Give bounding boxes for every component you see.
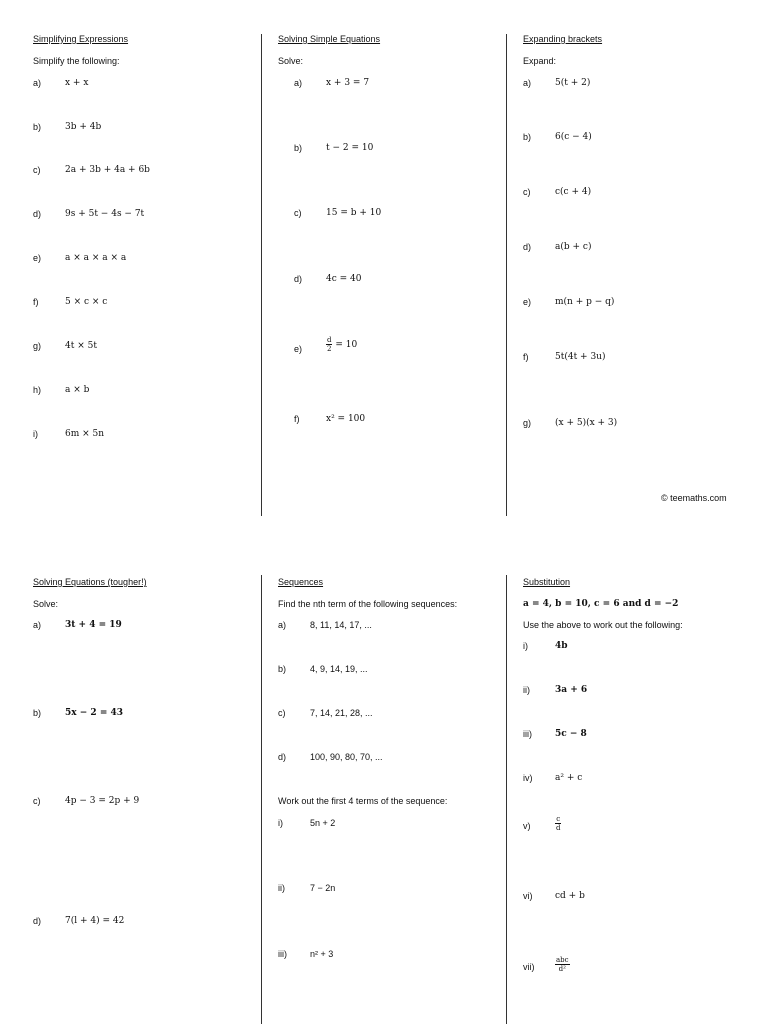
item-expression: 15 = b + 10 bbox=[326, 208, 382, 218]
item-expression: x + 3 = 7 bbox=[326, 78, 370, 88]
item-expression: 6m × 5n bbox=[65, 429, 105, 439]
instruction: Simplify the following: bbox=[33, 56, 120, 66]
fraction-denominator: d bbox=[556, 824, 561, 832]
section-heading: Substitution bbox=[523, 577, 571, 587]
item-label: e) bbox=[33, 253, 42, 263]
item-expression: 8, 11, 14, 17, ... bbox=[310, 620, 372, 630]
item-expression: 7(l + 4) = 42 bbox=[65, 916, 125, 926]
item-label: b) bbox=[523, 132, 532, 142]
item-expression: t − 2 = 10 bbox=[326, 143, 374, 153]
section-substitution bbox=[523, 577, 748, 1017]
item-expression: 3b + 4b bbox=[65, 122, 102, 132]
item-label: c) bbox=[33, 796, 41, 806]
item-label: h) bbox=[33, 385, 42, 395]
section-heading: Expanding brackets bbox=[523, 34, 603, 44]
item-expression: 5(t + 2) bbox=[555, 78, 591, 88]
instruction: Use the above to work out the following: bbox=[523, 620, 683, 630]
item-expression: 4t × 5t bbox=[65, 341, 97, 351]
item-label: a) bbox=[523, 78, 532, 88]
item-expression: 5x − 2 = 43 bbox=[65, 708, 124, 718]
item-label: iii) bbox=[523, 729, 532, 739]
item-label: d) bbox=[523, 242, 532, 252]
item-expression: (x + 5)(x + 3) bbox=[555, 418, 618, 428]
item-label: f) bbox=[523, 352, 529, 362]
item-expression: 5 × c × c bbox=[65, 297, 108, 307]
section-heading: Solving Equations (tougher!) bbox=[33, 577, 147, 587]
item-expression: a² + c bbox=[555, 773, 583, 783]
fraction bbox=[555, 956, 570, 973]
item-expression: 2a + 3b + 4a + 6b bbox=[65, 165, 150, 175]
item-label: i) bbox=[278, 818, 283, 828]
item-label: g) bbox=[523, 418, 532, 428]
item-expression: 6(c − 4) bbox=[555, 132, 592, 142]
item-expression bbox=[555, 815, 561, 832]
item-expression: 3t + 4 = 19 bbox=[65, 620, 122, 630]
item-label: b) bbox=[33, 708, 42, 718]
instruction-2: Work out the first 4 terms of the sequence: bbox=[278, 796, 448, 806]
item-expression: 7, 14, 21, 28, ... bbox=[310, 708, 373, 718]
instruction: Solve: bbox=[278, 56, 304, 66]
copyright-footer: © teemaths.com bbox=[661, 493, 727, 503]
divider-bottom-right bbox=[506, 575, 507, 1024]
item-label: b) bbox=[294, 143, 303, 153]
instruction: Expand: bbox=[523, 56, 557, 66]
item-label: b) bbox=[278, 664, 287, 674]
item-label: d) bbox=[278, 752, 287, 762]
item-expression: 5c − 8 bbox=[555, 729, 587, 739]
item-expression: c(c + 4) bbox=[555, 187, 592, 197]
item-expression: 4, 9, 14, 19, ... bbox=[310, 664, 368, 674]
fraction-numerator: d bbox=[327, 336, 332, 344]
equation-rest: = 10 bbox=[335, 340, 358, 350]
item-label: ii) bbox=[523, 685, 530, 695]
item-expression: n² + 3 bbox=[310, 949, 334, 959]
item-label: f) bbox=[33, 297, 39, 307]
divider-bottom-left bbox=[261, 575, 262, 1024]
item-label: a) bbox=[278, 620, 287, 630]
item-expression: 5t(4t + 3u) bbox=[555, 352, 606, 362]
item-label: g) bbox=[33, 341, 42, 351]
item-label: f) bbox=[294, 414, 300, 424]
item-label: a) bbox=[294, 78, 303, 88]
section-expanding bbox=[523, 34, 748, 504]
item-label: vii) bbox=[523, 962, 535, 972]
item-label: d) bbox=[294, 274, 303, 284]
item-label: c) bbox=[523, 187, 531, 197]
fraction-numerator: abc bbox=[556, 956, 569, 964]
given-values: a = 4, b = 10, c = 6 and d = −2 bbox=[523, 599, 679, 609]
item-expression: 100, 90, 80, 70, ... bbox=[310, 752, 383, 762]
section-heading: Sequences bbox=[278, 577, 324, 587]
item-expression: x + x bbox=[65, 78, 89, 88]
item-expression: a × b bbox=[65, 385, 90, 395]
item-label: iv) bbox=[523, 773, 533, 783]
section-tougher-equations bbox=[33, 577, 258, 1017]
item-label: d) bbox=[33, 209, 42, 219]
divider-top-right bbox=[506, 34, 507, 516]
section-heading: Solving Simple Equations bbox=[278, 34, 381, 44]
item-expression: 4c = 40 bbox=[326, 274, 362, 284]
section-simple-equations bbox=[278, 34, 503, 504]
item-label: ii) bbox=[278, 883, 285, 893]
item-expression bbox=[326, 336, 357, 353]
item-label: i) bbox=[523, 641, 528, 651]
item-expression: a(b + c) bbox=[555, 242, 592, 252]
item-label: v) bbox=[523, 821, 531, 831]
fraction bbox=[555, 815, 561, 832]
item-expression: a × a × a × a bbox=[65, 253, 127, 263]
item-expression: 9s + 5t − 4s − 7t bbox=[65, 209, 145, 219]
instruction: Find the nth term of the following sequences: bbox=[278, 599, 458, 609]
divider-top-left bbox=[261, 34, 262, 516]
item-expression: 4p − 3 = 2p + 9 bbox=[65, 796, 140, 806]
item-label: e) bbox=[523, 297, 532, 307]
item-expression: 4b bbox=[555, 641, 568, 651]
item-expression: x² = 100 bbox=[326, 414, 366, 424]
item-expression: 7 − 2n bbox=[310, 883, 336, 893]
item-label: e) bbox=[294, 344, 303, 354]
item-expression: 5n + 2 bbox=[310, 818, 336, 828]
item-label: iii) bbox=[278, 949, 287, 959]
item-expression: m(n + p − q) bbox=[555, 297, 615, 307]
item-label: a) bbox=[33, 620, 42, 630]
item-label: a) bbox=[33, 78, 42, 88]
item-label: i) bbox=[33, 429, 38, 439]
fraction-denominator: 2 bbox=[327, 345, 332, 353]
item-expression: 3a + 6 bbox=[555, 685, 588, 695]
item-expression: cd + b bbox=[555, 891, 585, 901]
item-label: c) bbox=[294, 208, 302, 218]
item-label: c) bbox=[33, 165, 41, 175]
section-heading: Simplifying Expressions bbox=[33, 34, 129, 44]
fraction-numerator: c bbox=[556, 815, 561, 823]
item-label: c) bbox=[278, 708, 286, 718]
item-label: d) bbox=[33, 916, 42, 926]
fraction bbox=[326, 336, 332, 353]
fraction-denominator: d² bbox=[558, 965, 566, 973]
section-sequences bbox=[278, 577, 503, 1017]
item-label: b) bbox=[33, 122, 42, 132]
item-label: vi) bbox=[523, 891, 533, 901]
item-expression bbox=[555, 956, 570, 973]
instruction: Solve: bbox=[33, 599, 59, 609]
section-simplifying bbox=[33, 34, 258, 504]
